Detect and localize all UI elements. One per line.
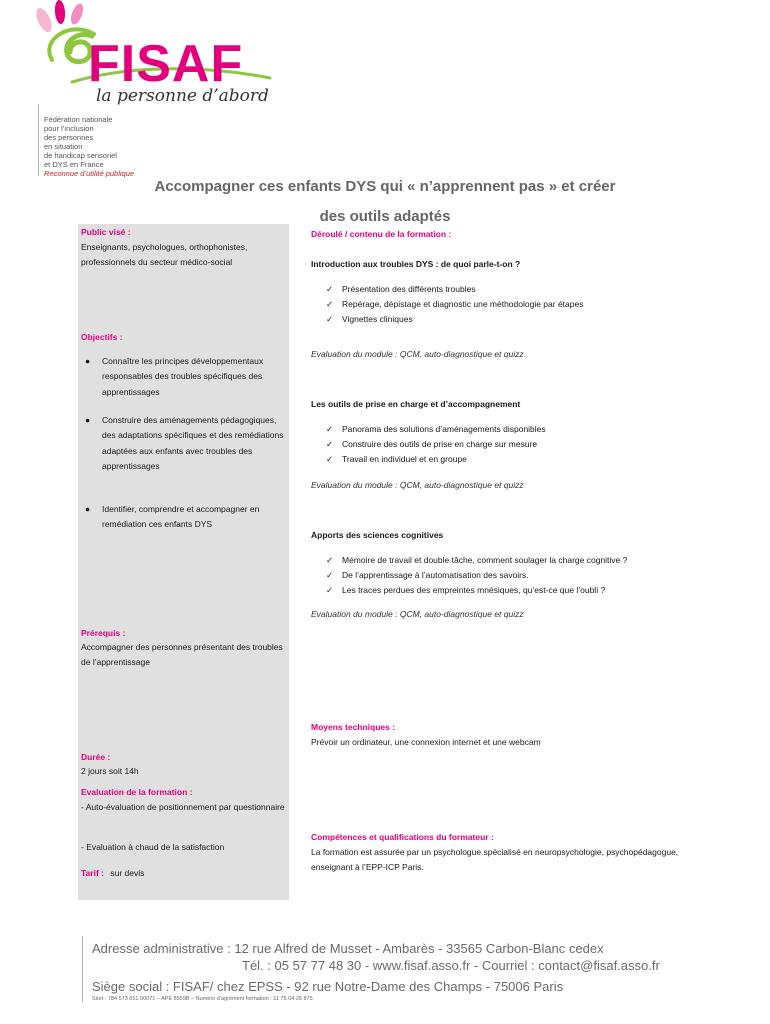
section-heading: Les outils de prise en charge et d’accompagnement xyxy=(311,399,521,409)
check-item-text: Présentation des différents troubles xyxy=(342,284,476,294)
module-evaluation: Evaluation du module : QCM, auto-diagnostique et quizz xyxy=(311,609,524,619)
federation-line: Fédération nationale xyxy=(44,115,113,124)
tarif-text: sur devis xyxy=(110,868,145,878)
objectif-text: Identifier, comprendre et accompagner en remédiation ces enfants DYS xyxy=(102,504,260,530)
check-item-text: Panorama des solutions d’aménagements disponibles xyxy=(342,424,546,434)
check-item xyxy=(326,297,583,312)
title-line: des outils adaptés xyxy=(319,208,451,225)
checkmark-icon: ✓ xyxy=(326,299,334,309)
competences-text: La formation est assurée par un psychologue spécialisé en neuropsychologie, psychopédagogue, enseignant à l’EPP-ICP Paris. xyxy=(311,847,679,872)
federation-line: en situation xyxy=(44,142,83,151)
federation-line: des personnes xyxy=(44,133,94,142)
check-item xyxy=(326,568,529,583)
federation-text xyxy=(44,115,164,178)
duree-label: Durée : xyxy=(81,752,111,762)
check-item xyxy=(326,422,546,437)
check-item-text: Mémoire de travail et double tâche, comment soulager la charge cognitive ? xyxy=(342,555,628,565)
page-title xyxy=(110,172,660,232)
checkmark-icon: ✓ xyxy=(326,585,334,595)
check-item-text: De l’apprentissage à l’automatisation des savoirs. xyxy=(342,570,529,580)
check-item-text: Repérage, dépistage et diagnostic une méthodologie par étapes xyxy=(342,299,584,309)
module-evaluation: Evaluation du module : QCM, auto-diagnostique et quizz xyxy=(311,480,524,490)
check-item xyxy=(326,437,537,452)
section-heading: Apports des sciences cognitives xyxy=(311,530,444,540)
moyens-text: Prévoir un ordinateur, une connexion internet et une webcam xyxy=(311,737,541,747)
footer-divider xyxy=(82,936,83,1002)
tagline: la personne d’abord xyxy=(96,86,269,106)
tarif-row xyxy=(81,868,285,878)
evaluation-item: - Auto-évaluation de positionnement par questionnaire xyxy=(81,802,285,812)
check-item xyxy=(326,553,627,568)
footer-siege: Siège social : FISAF/ chez EPSS - 92 rue Notre-Dame des Champs - 75006 Paris xyxy=(92,979,564,994)
objectif-text: Connaître les principes développementaux responsables des troubles spécifiques des apprentissages xyxy=(102,356,264,397)
duree-text: 2 jours soit 14h xyxy=(81,766,139,776)
objectif-text: Construire des aménagements pédagogiques, des adaptations spécifiques et des remédiations adaptées aux enfants avec troubles des apprentissages xyxy=(102,415,284,471)
checkmark-icon: ✓ xyxy=(326,424,334,434)
footer-legal: Siret : 784 573 651 00071 – APE 8559B – Numéro d’agrément formation : 11 75 04 25 875 xyxy=(92,996,313,1002)
check-item xyxy=(326,282,476,297)
check-item-text: Travail en individuel et en groupe xyxy=(342,454,467,464)
check-item-text: Construire des outils de prise en charge sur mesure xyxy=(342,439,538,449)
bullet-icon: ● xyxy=(85,504,91,514)
module-evaluation: Evaluation du module : QCM, auto-diagnostique et quizz xyxy=(311,349,524,359)
check-item-text: Les traces perdues des empreintes mnésiques, qu’est-ce que l’oubli ? xyxy=(342,585,606,595)
deroule-label: Déroulé / contenu de la formation : xyxy=(311,229,452,239)
bullet-icon: ● xyxy=(85,356,91,366)
footer-contact: Tél. : 05 57 77 48 30 - www.fisaf.asso.fr - Courriel : contact@fisaf.asso.fr xyxy=(242,958,660,973)
footer xyxy=(92,940,712,995)
competences-label: Compétences et qualifications du formateur : xyxy=(311,832,494,842)
prerequis-text: Accompagner des personnes présentant des troubles de l’apprentissage xyxy=(81,642,283,667)
section-heading: Introduction aux troubles DYS : de quoi parle-t-on ? xyxy=(311,259,521,269)
objectif-item xyxy=(81,354,285,400)
public-text: Enseignants, psychologues, orthophonistes, professionnels du secteur médico-social xyxy=(81,242,248,267)
checkmark-icon: ✓ xyxy=(326,454,334,464)
prerequis-label: Prérequis : xyxy=(81,628,126,638)
objectif-item xyxy=(81,413,285,474)
public-label: Public visé : xyxy=(81,227,131,237)
evaluation-label: Evaluation de la formation : xyxy=(81,787,193,797)
federation-line: de handicap sensoriel xyxy=(44,151,117,160)
objectif-item xyxy=(81,502,285,533)
title-line: Accompagner ces enfants DYS qui « n’apprennent pas » et créer xyxy=(154,178,616,195)
evaluation-item: - Evaluation à chaud de la satisfaction xyxy=(81,842,225,852)
objectifs-label: Objectifs : xyxy=(81,332,123,342)
bullet-icon: ● xyxy=(85,415,91,425)
checkmark-icon: ✓ xyxy=(326,570,334,580)
moyens-label: Moyens techniques : xyxy=(311,722,396,732)
tarif-label: Tarif : xyxy=(81,868,104,878)
checkmark-icon: ✓ xyxy=(326,284,334,294)
footer-address: Adresse administrative : 12 rue Alfred de Musset - Ambarès - 33565 Carbon-Blanc cedex xyxy=(92,941,604,956)
divider xyxy=(38,104,39,176)
check-item xyxy=(326,583,605,598)
checkmark-icon: ✓ xyxy=(326,439,334,449)
checkmark-icon: ✓ xyxy=(326,555,334,565)
logo-text: FISAF xyxy=(88,35,244,93)
check-item xyxy=(326,312,413,327)
federation-sub: Reconnue d’utilité publique xyxy=(44,169,135,178)
checkmark-icon: ✓ xyxy=(326,314,334,324)
check-item-text: Vignettes cliniques xyxy=(342,314,413,324)
federation-line: et DYS en France xyxy=(44,160,104,169)
federation-line: pour l’inclusion xyxy=(44,124,94,133)
sidebar-panel xyxy=(78,224,289,900)
check-item xyxy=(326,452,467,467)
